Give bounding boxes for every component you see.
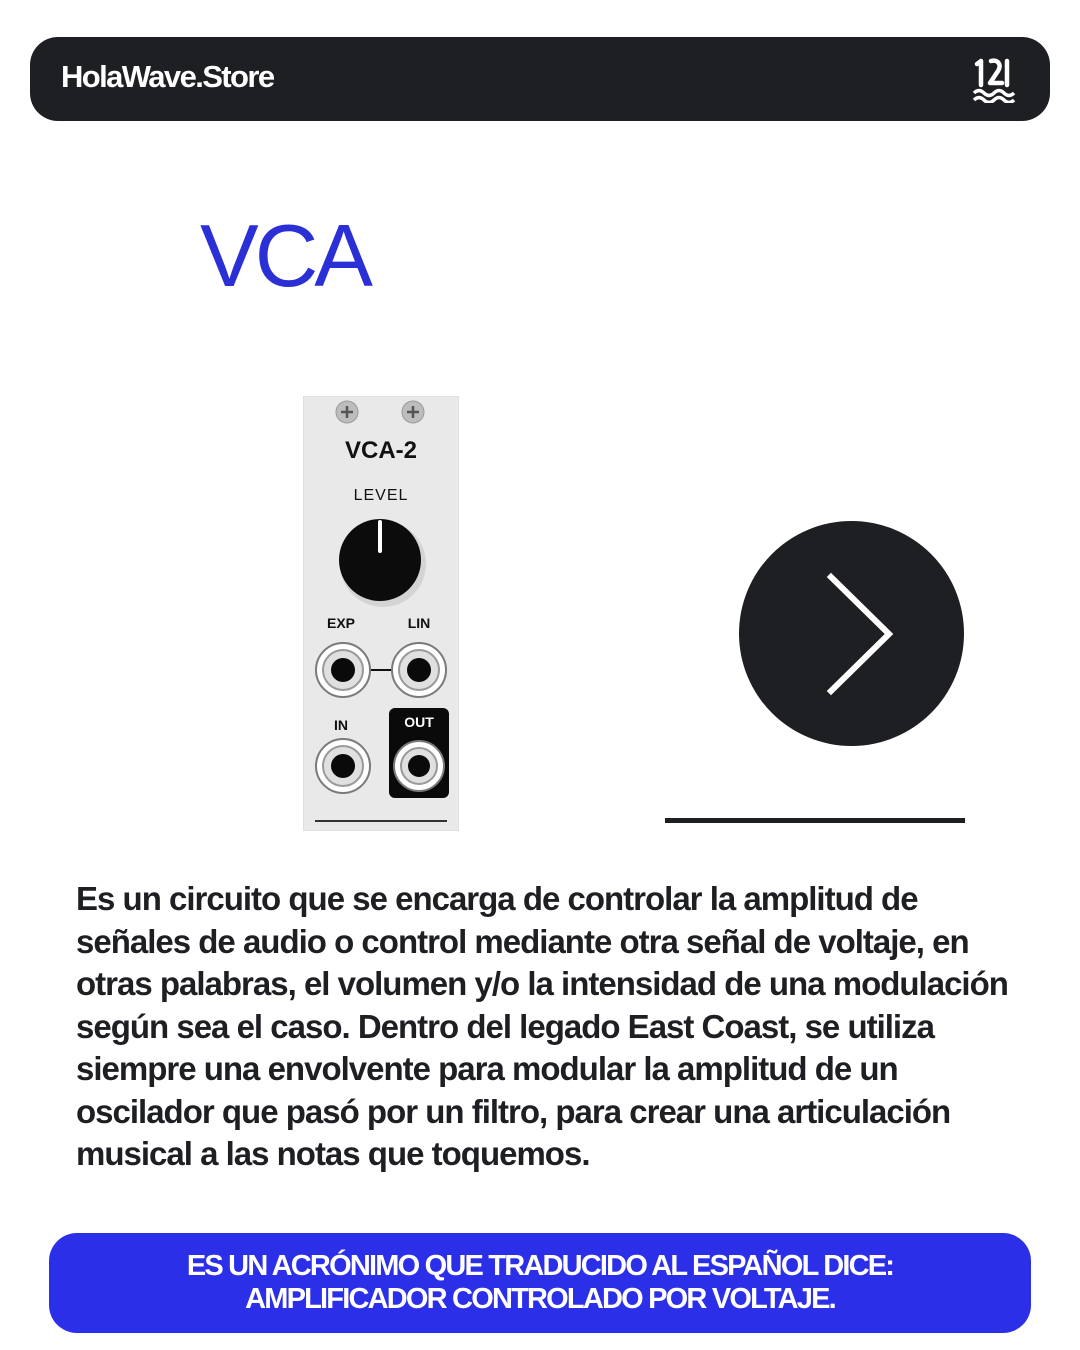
- acronym-banner: [49, 1233, 1031, 1333]
- jack-in[interactable]: [316, 739, 370, 793]
- jack-label-exp: EXP: [326, 615, 356, 631]
- screw-icon: [402, 401, 424, 423]
- vca-module-panel: [303, 396, 459, 831]
- vca-module-image: [303, 396, 459, 831]
- holawave-logo-icon[interactable]: [972, 55, 1016, 103]
- top-bar: [30, 37, 1050, 121]
- jack-out[interactable]: [394, 741, 444, 791]
- jack-exp[interactable]: [316, 643, 370, 697]
- description-text: Es un circuito que se encarga de controlar la amplitud de señales de audio o control mediante otra señal de voltaje, en otras palabras, el volumen y/o la intensidad de una modulación según sea el caso. Dentro del legado East Coast, se utiliza siempre una envolvente para modular la amplitud de un oscilador que pasó por un filtro, para crear una articulación musical a las notas que toquemos.: [76, 880, 1008, 1172]
- jack-label-lin: LIN: [407, 615, 431, 631]
- brand-name[interactable]: HolaWave.Store: [61, 59, 274, 94]
- jack-lin[interactable]: [392, 643, 446, 697]
- jack-label-out: OUT: [404, 714, 434, 730]
- module-name: VCA-2: [344, 437, 418, 464]
- next-button[interactable]: [739, 521, 964, 746]
- chevron-right-icon: [739, 521, 964, 746]
- knob-label: LEVEL: [353, 487, 409, 504]
- page-title: VCA: [200, 206, 369, 305]
- jack-label-in: IN: [334, 717, 348, 733]
- banner-line-1: ES UN ACRÓNIMO QUE TRADUCIDO AL ESPAÑOL DICE:: [186, 1250, 894, 1282]
- divider-line: [665, 818, 965, 823]
- screw-icon: [336, 401, 358, 423]
- banner-line-2: AMPLIFICADOR CONTROLADO POR VOLTAJE.: [245, 1283, 835, 1315]
